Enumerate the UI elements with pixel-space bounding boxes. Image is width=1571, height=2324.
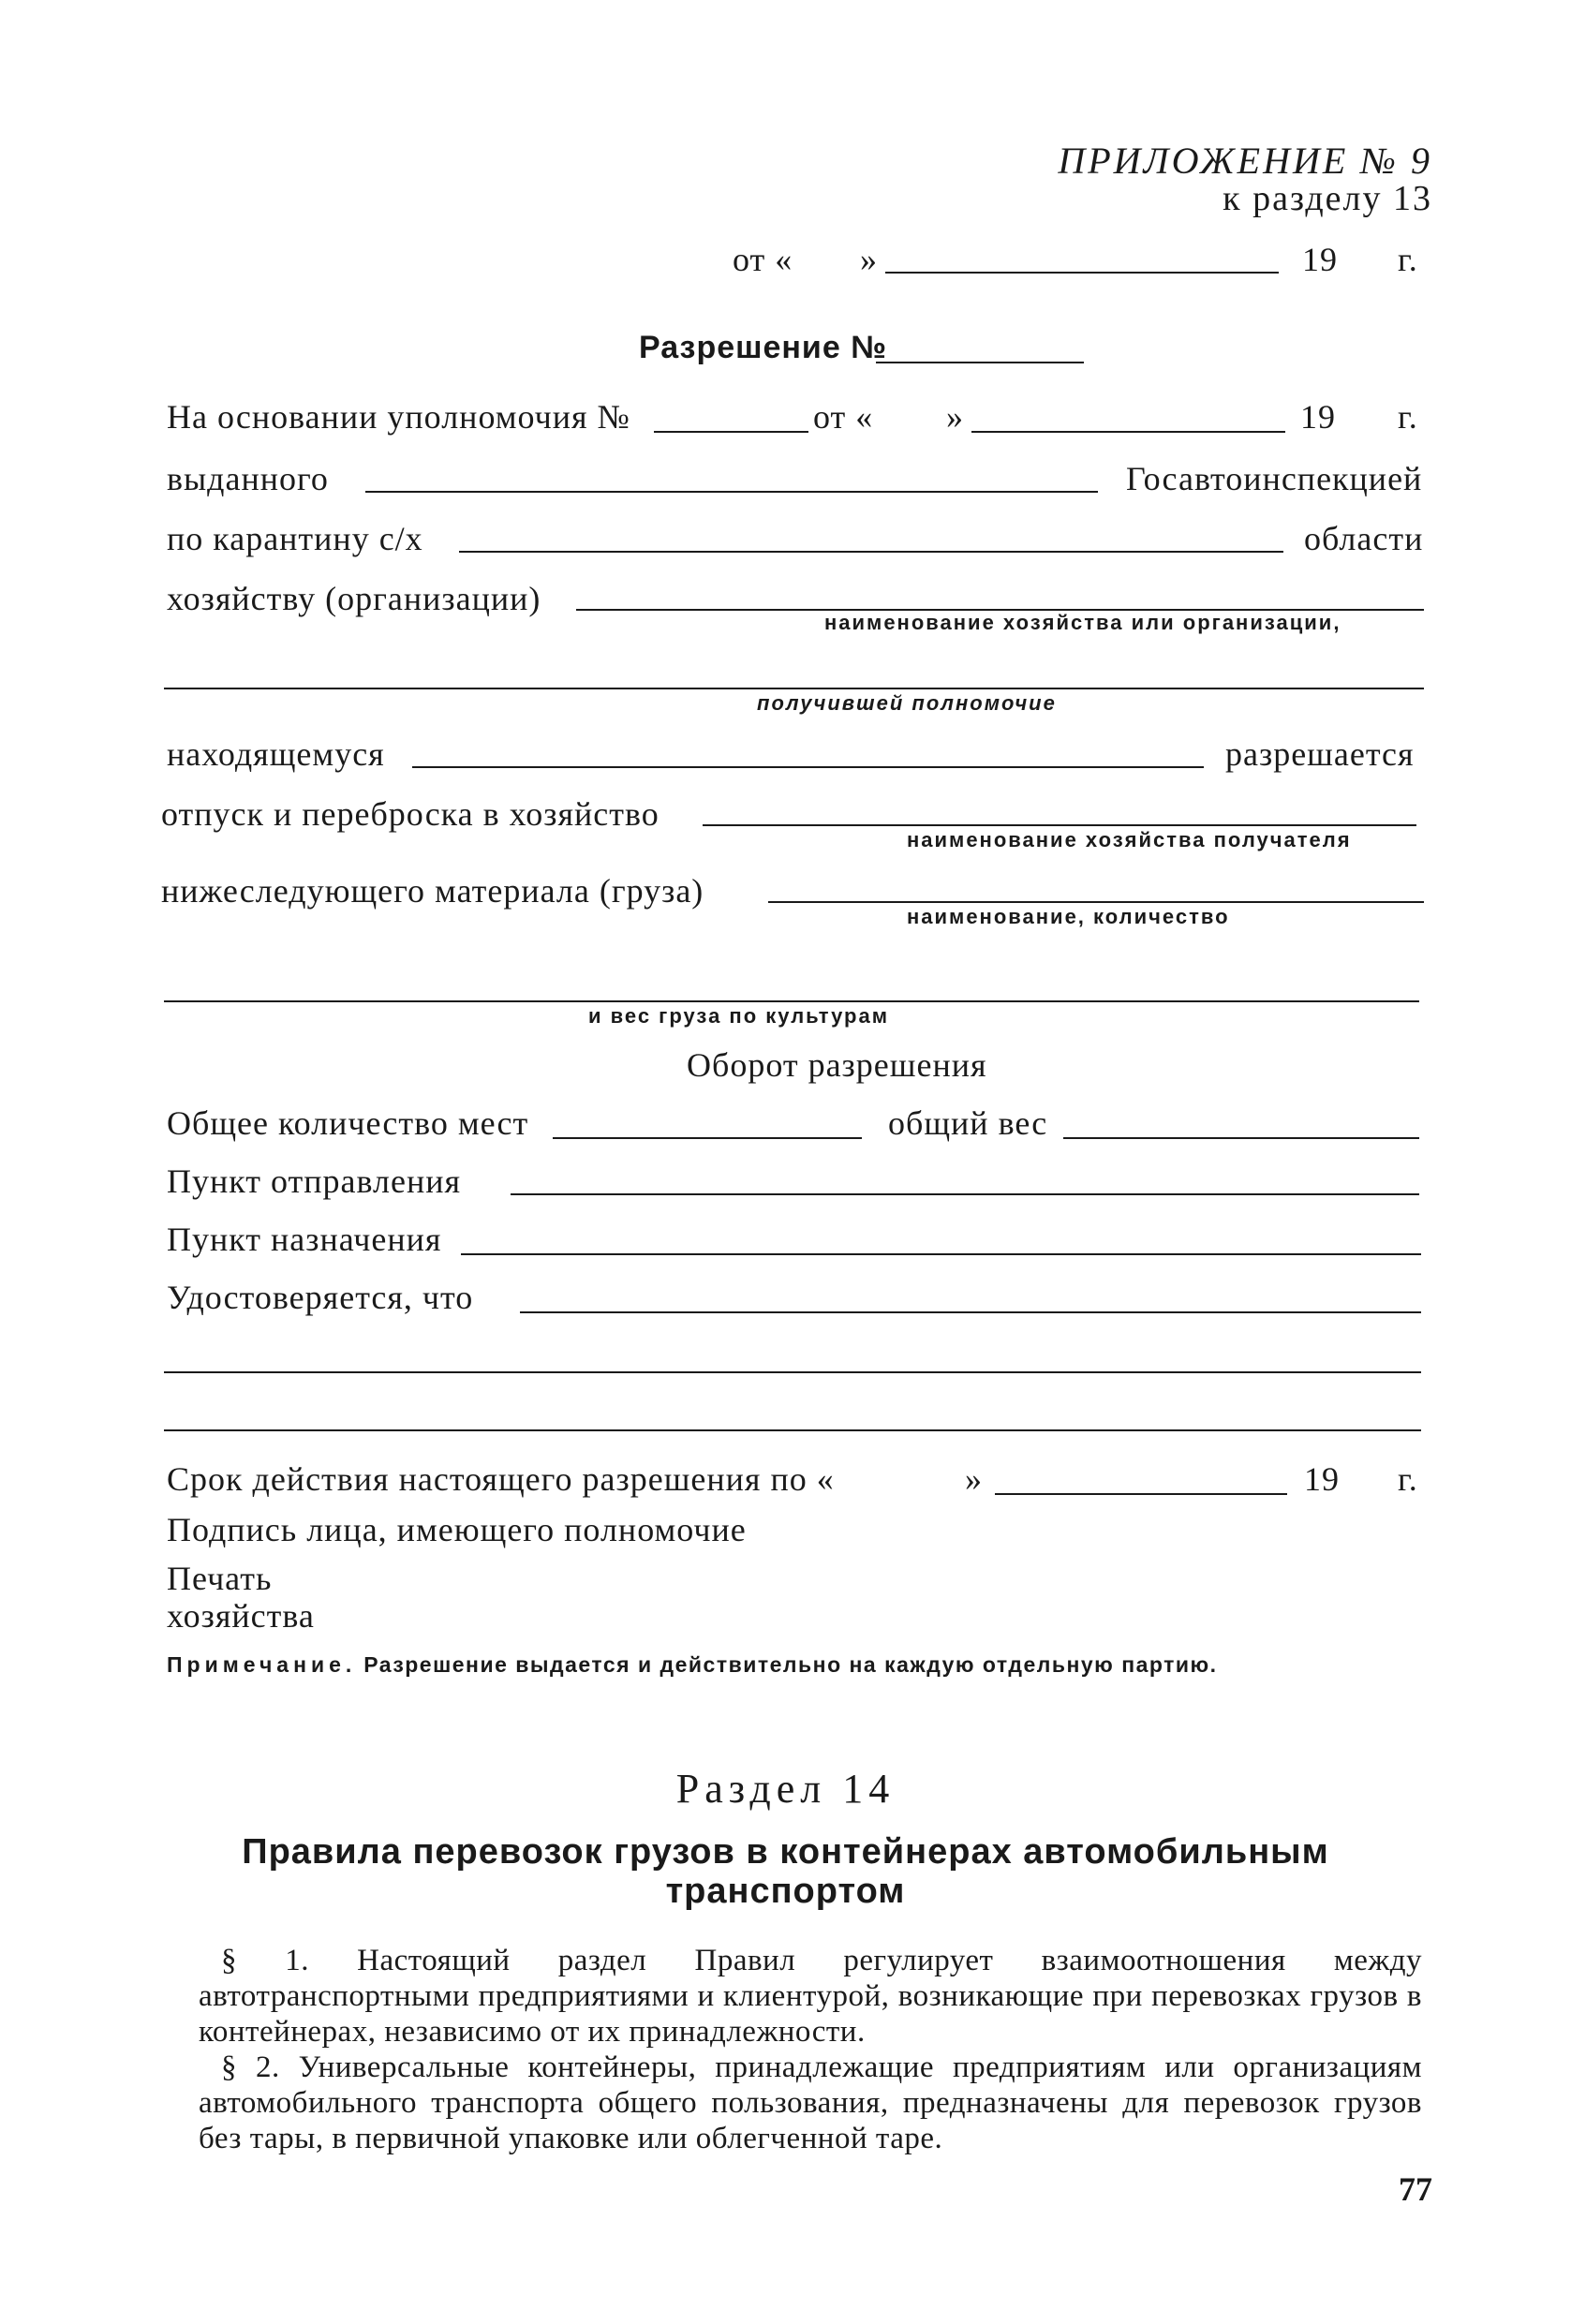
weight-caption: и вес груза по культурам	[588, 1004, 889, 1028]
basis-from: от «	[813, 398, 874, 436]
transfer-line	[703, 824, 1416, 826]
total-places-line	[553, 1137, 862, 1139]
authority-line	[164, 688, 1424, 689]
total-weight-line	[1063, 1137, 1419, 1139]
basis-date-line	[971, 431, 1285, 433]
validity-line	[995, 1493, 1287, 1495]
issued-line	[365, 491, 1098, 493]
section-paragraph-2: § 2. Универсальные контейнеры, принадлежащие предприятиям или организациям автомобильного транспорта общего пользования, предназначены для перевозок грузов без тары, в первичной упаковке или облегченной таре.	[199, 2050, 1422, 2155]
header-date-quote: »	[860, 241, 878, 278]
located-line	[412, 766, 1204, 768]
material-caption: наименование, количество	[907, 905, 1230, 928]
farm-caption: наименование хозяйства или организации,	[824, 611, 1341, 634]
issued-label: выданного	[167, 460, 329, 497]
section-number: Раздел 14	[675, 1766, 896, 1812]
basis-number-line	[654, 431, 808, 433]
stamp-line-1: Печать	[167, 1560, 273, 1597]
note-text: Разрешение выдается и действительно на каждую отдельную партию.	[356, 1652, 1218, 1677]
header-date-line	[885, 272, 1279, 274]
issued-by: Госавтоинспекцией	[1126, 460, 1423, 497]
basis-g: г.	[1398, 398, 1418, 436]
recipient-caption: наименование хозяйства получателя	[907, 828, 1352, 851]
note-label: Примечание.	[167, 1652, 357, 1677]
section-paragraph-1: § 1. Настоящий раздел Правил регулирует взаимоотношения между автотранспортными предприятиями и клиентурой, возникающие при перевозках грузов в контейнерах, независимо от их принадлежности.	[199, 1944, 1422, 2049]
stamp-line-2: хозяйства	[167, 1597, 315, 1635]
permit-title: Разрешение №	[639, 330, 888, 365]
total-weight-label: общий вес	[888, 1104, 1048, 1142]
permit-number-line	[876, 362, 1084, 363]
departure-label: Пункт отправления	[167, 1162, 462, 1200]
appendix-title: ПРИЛОЖЕНИЕ № 9	[1058, 140, 1432, 182]
section-reference: к разделу 13	[1223, 179, 1432, 218]
header-date-year: 19	[1302, 241, 1338, 278]
authority-caption: получившей полномочие	[757, 691, 1057, 715]
page-number: 77	[1399, 2170, 1432, 2208]
allowed-label: разрешается	[1225, 735, 1415, 773]
material-line	[768, 901, 1424, 903]
blank-line-1	[164, 1371, 1421, 1373]
total-places-label: Общее количество мест	[167, 1104, 529, 1142]
section-title-line-1: Правила перевозок грузов в контейнерах автомобильным	[242, 1832, 1329, 1872]
certified-label: Удостоверяется, что	[167, 1279, 474, 1316]
destination-label: Пункт назначения	[167, 1221, 442, 1258]
header-date-g: г.	[1398, 241, 1418, 278]
validity-year: 19	[1304, 1460, 1340, 1498]
farm-label: хозяйству (организации)	[167, 580, 541, 617]
departure-line	[511, 1193, 1419, 1195]
material-label: нижеследующего материала (груза)	[161, 872, 704, 910]
validity-quote: »	[965, 1460, 983, 1498]
basis-label: На основании уполномочия №	[167, 398, 630, 436]
certified-line	[520, 1311, 1421, 1313]
validity-g: г.	[1398, 1460, 1418, 1498]
destination-line	[461, 1253, 1421, 1255]
quarantine-line	[459, 551, 1283, 553]
quarantine-label: по карантину с/х	[167, 520, 423, 557]
weight-line	[164, 1000, 1419, 1002]
transfer-label: отпуск и переброска в хозяйство	[161, 795, 660, 833]
reverse-title: Оборот разрешения	[687, 1046, 987, 1084]
note	[167, 1650, 1422, 1679]
basis-quote: »	[946, 398, 964, 436]
section-title-line-2: транспортом	[665, 1872, 906, 1911]
region-label: области	[1304, 520, 1424, 557]
header-date-from: от «	[733, 241, 793, 278]
validity-label: Срок действия настоящего разрешения по «	[167, 1460, 835, 1498]
signature-label: Подпись лица, имеющего полномочие	[167, 1511, 747, 1548]
located-label: находящемуся	[167, 735, 385, 773]
blank-line-2	[164, 1429, 1421, 1431]
basis-year: 19	[1300, 398, 1336, 436]
